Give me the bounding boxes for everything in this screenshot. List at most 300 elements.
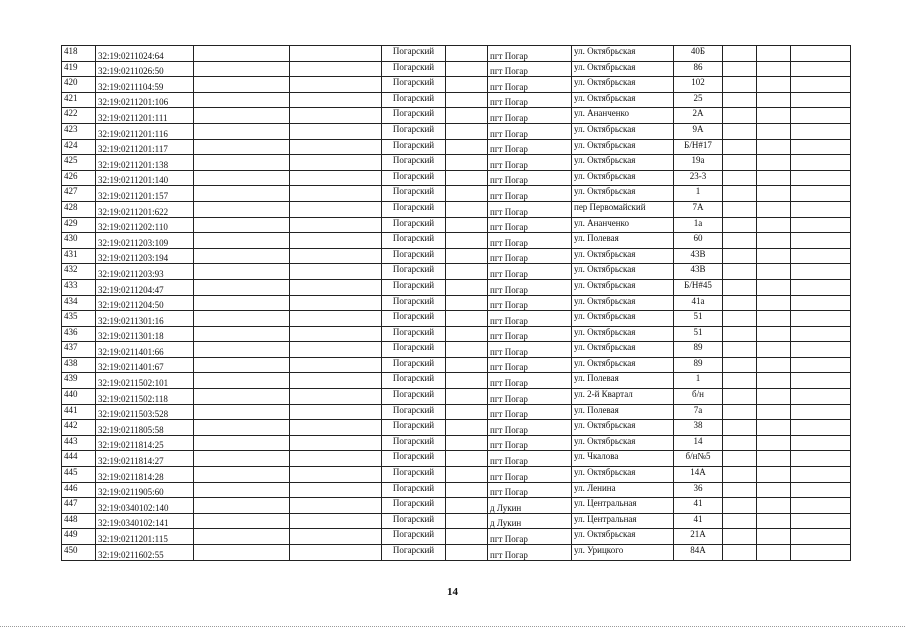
row-number-cell: 431 (62, 248, 96, 264)
empty-cell (194, 264, 290, 280)
district-cell: Погарский (382, 217, 446, 233)
empty-cell (757, 435, 791, 451)
empty-cell (723, 342, 757, 358)
empty-cell (446, 467, 488, 483)
cadastral-number-cell: 32:19:0211502:118 (96, 389, 194, 405)
empty-cell (446, 513, 488, 529)
empty-cell (290, 46, 382, 62)
table-row (62, 92, 851, 108)
locality-cell: пгт Погар (488, 451, 572, 467)
empty-cell (723, 311, 757, 327)
empty-cell (791, 186, 851, 202)
empty-cell (791, 357, 851, 373)
locality-cell: пгт Погар (488, 279, 572, 295)
cadastral-number-cell: 32:19:0211602:55 (96, 545, 194, 561)
empty-cell (290, 264, 382, 280)
district-cell: Погарский (382, 529, 446, 545)
empty-cell (290, 295, 382, 311)
empty-cell (757, 404, 791, 420)
street-cell: ул. Октябрьская (572, 186, 674, 202)
locality-cell: пгт Погар (488, 529, 572, 545)
empty-cell (791, 264, 851, 280)
locality-cell: пгт Погар (488, 248, 572, 264)
street-cell: ул. Октябрьская (572, 326, 674, 342)
empty-cell (723, 46, 757, 62)
district-cell: Погарский (382, 77, 446, 93)
empty-cell (757, 201, 791, 217)
house-number-cell: 1а (674, 217, 723, 233)
empty-cell (757, 279, 791, 295)
empty-cell (723, 420, 757, 436)
empty-cell (791, 108, 851, 124)
empty-cell (757, 108, 791, 124)
row-number-cell: 447 (62, 498, 96, 514)
empty-cell (723, 217, 757, 233)
empty-cell (446, 326, 488, 342)
row-number-cell: 425 (62, 155, 96, 171)
empty-cell (194, 108, 290, 124)
empty-cell (723, 155, 757, 171)
street-cell: ул. Октябрьская (572, 248, 674, 264)
district-cell: Погарский (382, 342, 446, 358)
locality-cell: пгт Погар (488, 217, 572, 233)
locality-cell: пгт Погар (488, 155, 572, 171)
house-number-cell: 7а (674, 404, 723, 420)
empty-cell (194, 342, 290, 358)
district-cell: Погарский (382, 264, 446, 280)
empty-cell (194, 186, 290, 202)
empty-cell (723, 513, 757, 529)
district-cell: Погарский (382, 139, 446, 155)
empty-cell (290, 373, 382, 389)
empty-cell (791, 217, 851, 233)
empty-cell (757, 170, 791, 186)
house-number-cell: 41а (674, 295, 723, 311)
empty-cell (791, 529, 851, 545)
empty-cell (757, 264, 791, 280)
table-row (62, 295, 851, 311)
house-number-cell: 2А (674, 108, 723, 124)
empty-cell (446, 451, 488, 467)
empty-cell (791, 342, 851, 358)
cadastral-number-cell: 32:19:0211204:47 (96, 279, 194, 295)
row-number-cell: 444 (62, 451, 96, 467)
empty-cell (791, 326, 851, 342)
empty-cell (194, 295, 290, 311)
empty-cell (757, 139, 791, 155)
house-number-cell: 86 (674, 61, 723, 77)
empty-cell (446, 217, 488, 233)
district-cell: Погарский (382, 248, 446, 264)
district-cell: Погарский (382, 482, 446, 498)
house-number-cell: 25 (674, 92, 723, 108)
locality-cell: пгт Погар (488, 545, 572, 561)
street-cell: ул. Октябрьская (572, 170, 674, 186)
street-cell: ул. Октябрьская (572, 420, 674, 436)
empty-cell (290, 108, 382, 124)
empty-cell (723, 435, 757, 451)
street-cell: ул. Полевая (572, 404, 674, 420)
empty-cell (290, 389, 382, 405)
cadastral-number-cell: 32:19:0211203:109 (96, 233, 194, 249)
empty-cell (723, 61, 757, 77)
table-row (62, 61, 851, 77)
empty-cell (791, 77, 851, 93)
row-number-cell: 429 (62, 217, 96, 233)
empty-cell (290, 170, 382, 186)
locality-cell: пгт Погар (488, 295, 572, 311)
district-cell: Погарский (382, 498, 446, 514)
empty-cell (290, 217, 382, 233)
empty-cell (757, 342, 791, 358)
cadastral-number-cell: 32:19:0211401:67 (96, 357, 194, 373)
table-row (62, 342, 851, 358)
empty-cell (446, 435, 488, 451)
empty-cell (290, 279, 382, 295)
empty-cell (194, 357, 290, 373)
empty-cell (290, 155, 382, 171)
locality-cell: пгт Погар (488, 201, 572, 217)
cadastral-number-cell: 32:19:0211201:622 (96, 201, 194, 217)
empty-cell (757, 46, 791, 62)
empty-cell (290, 201, 382, 217)
empty-cell (723, 545, 757, 561)
house-number-cell: 84А (674, 545, 723, 561)
empty-cell (723, 108, 757, 124)
empty-cell (723, 186, 757, 202)
empty-cell (723, 357, 757, 373)
empty-cell (791, 61, 851, 77)
house-number-cell: 23-3 (674, 170, 723, 186)
row-number-cell: 445 (62, 467, 96, 483)
empty-cell (194, 233, 290, 249)
empty-cell (791, 545, 851, 561)
empty-cell (791, 420, 851, 436)
street-cell: ул. Центральная (572, 513, 674, 529)
empty-cell (757, 123, 791, 139)
row-number-cell: 434 (62, 295, 96, 311)
cadastral-number-cell: 32:19:0211502:101 (96, 373, 194, 389)
empty-cell (194, 482, 290, 498)
street-cell: ул. Октябрьская (572, 311, 674, 327)
empty-cell (791, 248, 851, 264)
street-cell: ул. Полевая (572, 373, 674, 389)
empty-cell (723, 467, 757, 483)
empty-cell (723, 326, 757, 342)
empty-cell (723, 233, 757, 249)
house-number-cell: 14 (674, 435, 723, 451)
empty-cell (290, 342, 382, 358)
empty-cell (194, 155, 290, 171)
cadastral-number-cell: 32:19:0211024:64 (96, 46, 194, 62)
district-cell: Погарский (382, 467, 446, 483)
table-row (62, 545, 851, 561)
empty-cell (723, 279, 757, 295)
empty-cell (757, 295, 791, 311)
empty-cell (723, 373, 757, 389)
empty-cell (791, 155, 851, 171)
house-number-cell: 51 (674, 326, 723, 342)
house-number-cell: 41 (674, 513, 723, 529)
street-cell: ул. Чкалова (572, 451, 674, 467)
empty-cell (757, 498, 791, 514)
house-number-cell: 51 (674, 311, 723, 327)
empty-cell (446, 264, 488, 280)
house-number-cell: 21А (674, 529, 723, 545)
table-row (62, 435, 851, 451)
empty-cell (723, 139, 757, 155)
cadastral-number-cell: 32:19:0211905:60 (96, 482, 194, 498)
empty-cell (194, 61, 290, 77)
cadastral-number-cell: 32:19:0211203:194 (96, 248, 194, 264)
locality-cell: пгт Погар (488, 170, 572, 186)
empty-cell (194, 46, 290, 62)
empty-cell (290, 435, 382, 451)
cadastral-number-cell: 32:19:0211814:27 (96, 451, 194, 467)
empty-cell (446, 529, 488, 545)
district-cell: Погарский (382, 357, 446, 373)
table-row (62, 139, 851, 155)
table-row (62, 498, 851, 514)
empty-cell (446, 77, 488, 93)
locality-cell: пгт Погар (488, 389, 572, 405)
empty-cell (757, 389, 791, 405)
table-row (62, 513, 851, 529)
empty-cell (194, 467, 290, 483)
cadastral-number-cell: 32:19:0211401:66 (96, 342, 194, 358)
empty-cell (290, 61, 382, 77)
empty-cell (757, 217, 791, 233)
empty-cell (194, 373, 290, 389)
empty-cell (194, 529, 290, 545)
empty-cell (194, 420, 290, 436)
locality-cell: пгт Погар (488, 77, 572, 93)
house-number-cell: 1 (674, 373, 723, 389)
table-row (62, 186, 851, 202)
street-cell: ул. Октябрьская (572, 123, 674, 139)
table-row (62, 264, 851, 280)
row-number-cell: 428 (62, 201, 96, 217)
empty-cell (194, 217, 290, 233)
street-cell: ул. Октябрьская (572, 295, 674, 311)
empty-cell (290, 498, 382, 514)
cadastral-number-cell: 32:19:0211301:16 (96, 311, 194, 327)
empty-cell (723, 77, 757, 93)
register-table (61, 45, 851, 561)
empty-cell (446, 46, 488, 62)
cadastral-number-cell: 32:19:0211201:106 (96, 92, 194, 108)
empty-cell (446, 123, 488, 139)
row-number-cell: 440 (62, 389, 96, 405)
table-row (62, 170, 851, 186)
table-row (62, 311, 851, 327)
empty-cell (194, 451, 290, 467)
district-cell: Погарский (382, 404, 446, 420)
district-cell: Погарский (382, 451, 446, 467)
empty-cell (757, 61, 791, 77)
row-number-cell: 450 (62, 545, 96, 561)
row-number-cell: 420 (62, 77, 96, 93)
table-row (62, 451, 851, 467)
house-number-cell: 19а (674, 155, 723, 171)
cadastral-number-cell: 32:19:0211503:528 (96, 404, 194, 420)
row-number-cell: 433 (62, 279, 96, 295)
street-cell: ул. Ленина (572, 482, 674, 498)
table-row (62, 482, 851, 498)
district-cell: Погарский (382, 435, 446, 451)
street-cell: ул. Полевая (572, 233, 674, 249)
street-cell: ул. Урицкого (572, 545, 674, 561)
empty-cell (194, 279, 290, 295)
empty-cell (446, 155, 488, 171)
empty-cell (290, 233, 382, 249)
empty-cell (290, 186, 382, 202)
locality-cell: пгт Погар (488, 61, 572, 77)
house-number-cell: 14А (674, 467, 723, 483)
row-number-cell: 441 (62, 404, 96, 420)
house-number-cell: б/н (674, 389, 723, 405)
empty-cell (290, 451, 382, 467)
empty-cell (757, 92, 791, 108)
empty-cell (791, 467, 851, 483)
empty-cell (757, 233, 791, 249)
locality-cell: д Лукин (488, 513, 572, 529)
empty-cell (757, 420, 791, 436)
street-cell: ул. Центральная (572, 498, 674, 514)
cadastral-number-cell: 32:19:0211301:18 (96, 326, 194, 342)
empty-cell (290, 513, 382, 529)
empty-cell (723, 295, 757, 311)
table-row (62, 77, 851, 93)
street-cell: ул. Октябрьская (572, 139, 674, 155)
locality-cell: пгт Погар (488, 46, 572, 62)
empty-cell (723, 123, 757, 139)
row-number-cell: 422 (62, 108, 96, 124)
house-number-cell: б/н№5 (674, 451, 723, 467)
empty-cell (757, 545, 791, 561)
empty-cell (791, 201, 851, 217)
street-cell: пер Первомайский (572, 201, 674, 217)
house-number-cell: 38 (674, 420, 723, 436)
empty-cell (446, 342, 488, 358)
register-table-body (62, 46, 851, 561)
table-row (62, 420, 851, 436)
street-cell: ул. Октябрьская (572, 279, 674, 295)
house-number-cell: 41 (674, 498, 723, 514)
empty-cell (446, 420, 488, 436)
empty-cell (446, 108, 488, 124)
empty-cell (194, 498, 290, 514)
district-cell: Погарский (382, 92, 446, 108)
house-number-cell: Б/Н#45 (674, 279, 723, 295)
table-row (62, 108, 851, 124)
house-number-cell: Б/Н#17 (674, 139, 723, 155)
table-row (62, 467, 851, 483)
row-number-cell: 421 (62, 92, 96, 108)
empty-cell (194, 77, 290, 93)
empty-cell (791, 170, 851, 186)
empty-cell (723, 248, 757, 264)
district-cell: Погарский (382, 61, 446, 77)
locality-cell: пгт Погар (488, 435, 572, 451)
empty-cell (791, 389, 851, 405)
table-row (62, 373, 851, 389)
street-cell: ул. Октябрьская (572, 46, 674, 62)
district-cell: Погарский (382, 123, 446, 139)
page-number: 14 (447, 586, 458, 598)
row-number-cell: 427 (62, 186, 96, 202)
table-row (62, 279, 851, 295)
row-number-cell: 437 (62, 342, 96, 358)
locality-cell: пгт Погар (488, 108, 572, 124)
house-number-cell: 89 (674, 342, 723, 358)
empty-cell (290, 420, 382, 436)
empty-cell (446, 389, 488, 405)
empty-cell (290, 326, 382, 342)
locality-cell: пгт Погар (488, 123, 572, 139)
street-cell: ул. Октябрьская (572, 342, 674, 358)
empty-cell (723, 170, 757, 186)
district-cell: Погарский (382, 311, 446, 327)
row-number-cell: 419 (62, 61, 96, 77)
empty-cell (757, 155, 791, 171)
street-cell: ул. 2-й Квартал (572, 389, 674, 405)
empty-cell (290, 357, 382, 373)
row-number-cell: 438 (62, 357, 96, 373)
locality-cell: пгт Погар (488, 404, 572, 420)
street-cell: ул. Октябрьская (572, 77, 674, 93)
table-row (62, 404, 851, 420)
empty-cell (791, 498, 851, 514)
cadastral-number-cell: 32:19:0211026:50 (96, 61, 194, 77)
empty-cell (791, 123, 851, 139)
empty-cell (290, 311, 382, 327)
empty-cell (757, 529, 791, 545)
house-number-cell: 89 (674, 357, 723, 373)
locality-cell: пгт Погар (488, 357, 572, 373)
empty-cell (791, 233, 851, 249)
locality-cell: пгт Погар (488, 420, 572, 436)
empty-cell (723, 92, 757, 108)
district-cell: Погарский (382, 513, 446, 529)
cadastral-number-cell: 32:19:0211202:110 (96, 217, 194, 233)
locality-cell: пгт Погар (488, 326, 572, 342)
empty-cell (446, 233, 488, 249)
row-number-cell: 423 (62, 123, 96, 139)
empty-cell (194, 326, 290, 342)
row-number-cell: 448 (62, 513, 96, 529)
empty-cell (290, 482, 382, 498)
empty-cell (723, 404, 757, 420)
house-number-cell: 102 (674, 77, 723, 93)
cadastral-number-cell: 32:19:0211201:140 (96, 170, 194, 186)
empty-cell (446, 139, 488, 155)
empty-cell (446, 92, 488, 108)
district-cell: Погарский (382, 46, 446, 62)
district-cell: Погарский (382, 326, 446, 342)
empty-cell (446, 311, 488, 327)
district-cell: Погарский (382, 389, 446, 405)
row-number-cell: 439 (62, 373, 96, 389)
table-row (62, 357, 851, 373)
house-number-cell: 43В (674, 248, 723, 264)
empty-cell (791, 404, 851, 420)
empty-cell (446, 373, 488, 389)
empty-cell (290, 467, 382, 483)
empty-cell (446, 482, 488, 498)
table-row (62, 248, 851, 264)
locality-cell: пгт Погар (488, 186, 572, 202)
